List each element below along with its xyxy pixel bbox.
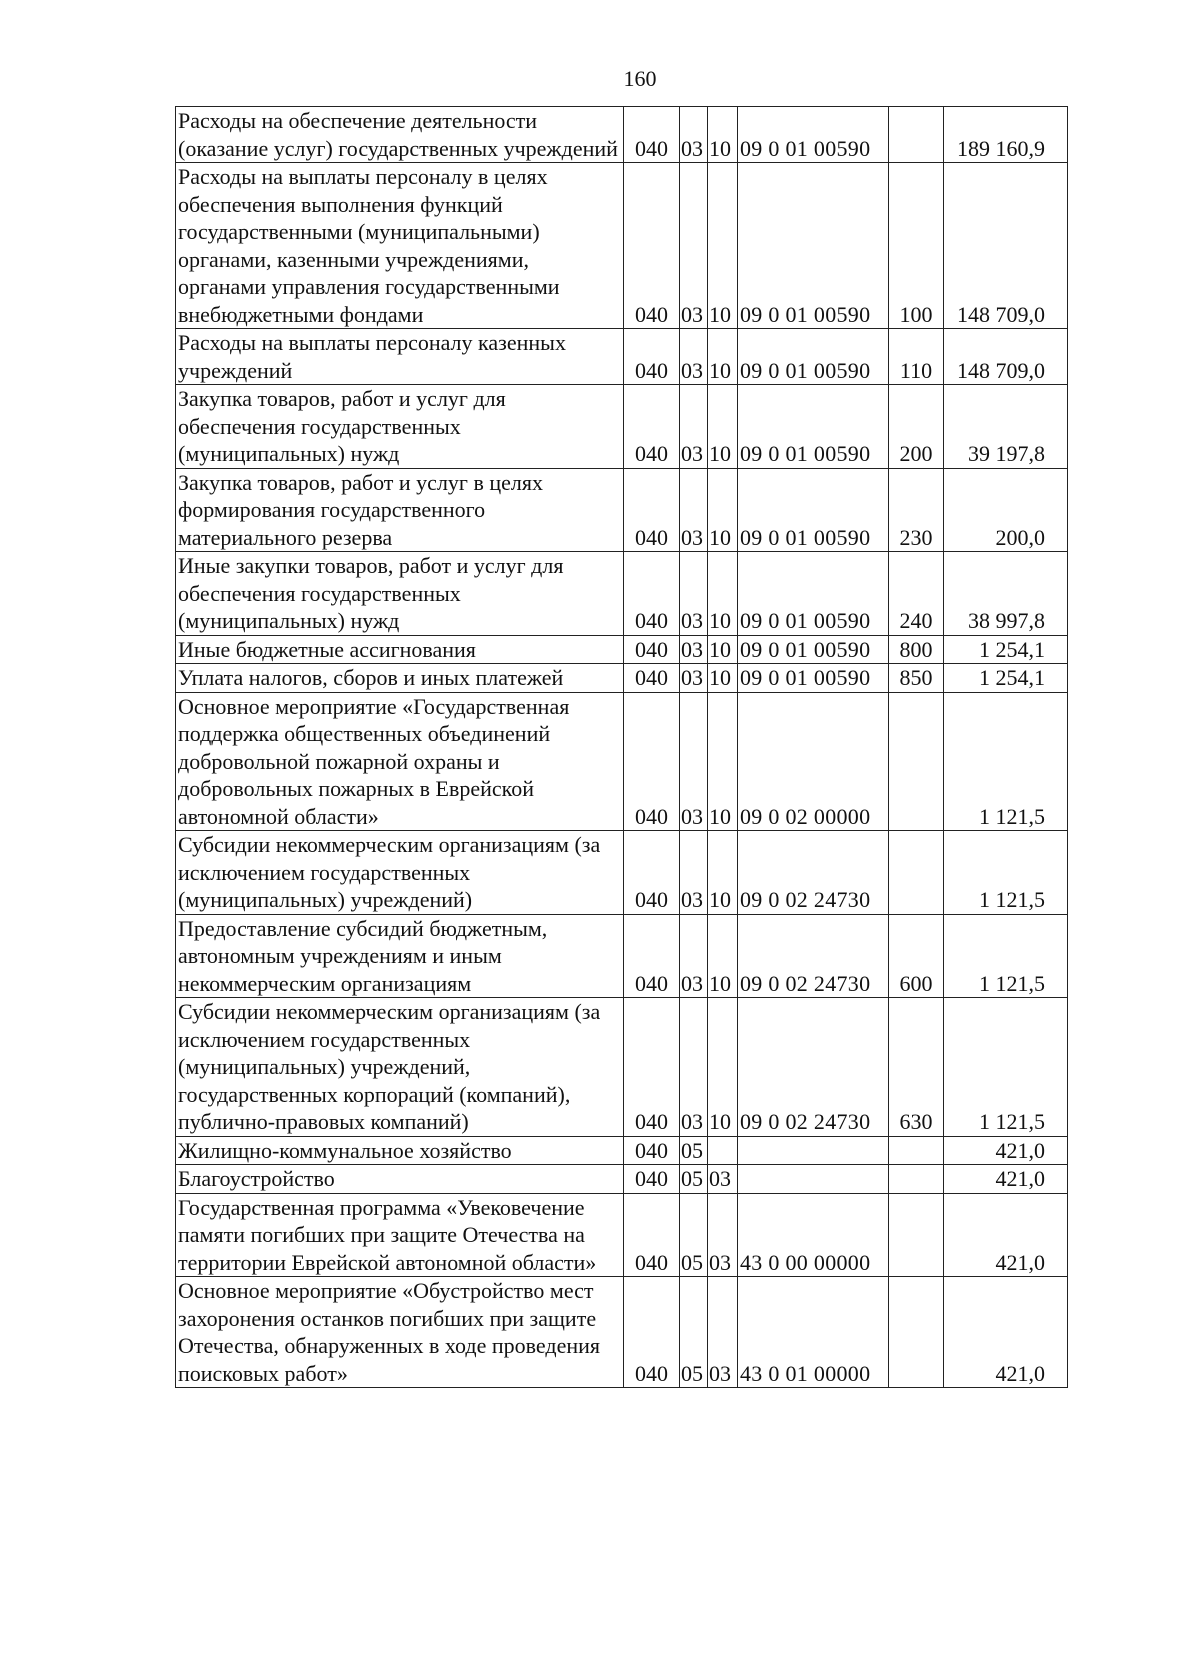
amount: 1 121,5 (944, 914, 1068, 998)
row-name: Закупка товаров, работ и услуг в целях формирования государственного материального резерва (176, 468, 624, 552)
subsection-code: 10 (708, 385, 738, 469)
ministry-code: 040 (624, 163, 680, 329)
ministry-code: 040 (624, 914, 680, 998)
amount: 1 254,1 (944, 635, 1068, 664)
target-article-code: 43 0 01 00000 (738, 1277, 889, 1388)
target-article-code: 09 0 02 24730 (738, 914, 889, 998)
expense-type-code (889, 692, 944, 831)
expense-type-code: 600 (889, 914, 944, 998)
target-article-code: 09 0 01 00590 (738, 329, 889, 385)
target-article-code: 09 0 01 00590 (738, 635, 889, 664)
section-code: 03 (680, 552, 708, 636)
section-code: 05 (680, 1136, 708, 1165)
table-row (176, 1193, 1068, 1277)
section-code: 05 (680, 1277, 708, 1388)
table-row (176, 107, 1068, 163)
amount: 421,0 (944, 1165, 1068, 1194)
amount: 1 121,5 (944, 831, 1068, 915)
target-article-code: 09 0 01 00590 (738, 552, 889, 636)
target-article-code: 09 0 01 00590 (738, 385, 889, 469)
section-code: 03 (680, 635, 708, 664)
table-row (176, 329, 1068, 385)
subsection-code: 10 (708, 107, 738, 163)
table-row (176, 914, 1068, 998)
table-row (176, 468, 1068, 552)
expense-type-code: 240 (889, 552, 944, 636)
amount: 421,0 (944, 1277, 1068, 1388)
expense-type-code: 200 (889, 385, 944, 469)
row-name: Иные бюджетные ассигнования (176, 635, 624, 664)
ministry-code: 040 (624, 468, 680, 552)
row-name: Иные закупки товаров, работ и услуг для обеспечения государственных (муниципальных) нужд (176, 552, 624, 636)
ministry-code: 040 (624, 107, 680, 163)
expense-type-code (889, 1165, 944, 1194)
target-article-code: 09 0 02 24730 (738, 998, 889, 1137)
ministry-code: 040 (624, 1165, 680, 1194)
table-row (176, 664, 1068, 693)
section-code: 03 (680, 998, 708, 1137)
row-name: Субсидии некоммерческим организациям (за исключением государственных (муниципальных) учреждений, государственных корпораций (компаний), публично-правовых компаний) (176, 998, 624, 1137)
amount: 39 197,8 (944, 385, 1068, 469)
subsection-code: 10 (708, 163, 738, 329)
table-row (176, 692, 1068, 831)
section-code: 05 (680, 1193, 708, 1277)
amount: 148 709,0 (944, 163, 1068, 329)
subsection-code: 10 (708, 692, 738, 831)
section-code: 03 (680, 163, 708, 329)
table-row (176, 1165, 1068, 1194)
row-name: Расходы на обеспечение деятельности (оказание услуг) государственных учреждений (176, 107, 624, 163)
expense-type-code (889, 1136, 944, 1165)
section-code: 03 (680, 914, 708, 998)
ministry-code: 040 (624, 385, 680, 469)
subsection-code: 10 (708, 635, 738, 664)
table-row (176, 998, 1068, 1137)
target-article-code: 09 0 02 00000 (738, 692, 889, 831)
ministry-code: 040 (624, 1136, 680, 1165)
target-article-code: 09 0 01 00590 (738, 664, 889, 693)
expense-type-code: 850 (889, 664, 944, 693)
amount: 200,0 (944, 468, 1068, 552)
ministry-code: 040 (624, 664, 680, 693)
ministry-code: 040 (624, 998, 680, 1137)
row-name: Субсидии некоммерческим организациям (за исключением государственных (муниципальных) учреждений) (176, 831, 624, 915)
target-article-code: 09 0 01 00590 (738, 107, 889, 163)
expense-type-code: 800 (889, 635, 944, 664)
subsection-code: 10 (708, 329, 738, 385)
subsection-code (708, 1136, 738, 1165)
target-article-code: 09 0 01 00590 (738, 468, 889, 552)
section-code: 03 (680, 831, 708, 915)
row-name: Основное мероприятие «Государственная поддержка общественных объединений добровольной пожарной охраны и добровольных пожарных в Еврейской автономной области» (176, 692, 624, 831)
subsection-code: 10 (708, 831, 738, 915)
expense-type-code (889, 1193, 944, 1277)
amount: 38 997,8 (944, 552, 1068, 636)
amount: 421,0 (944, 1193, 1068, 1277)
ministry-code: 040 (624, 635, 680, 664)
table-row (176, 385, 1068, 469)
ministry-code: 040 (624, 831, 680, 915)
ministry-code: 040 (624, 1193, 680, 1277)
row-name: Предоставление субсидий бюджетным, автономным учреждениям и иным некоммерческим организациям (176, 914, 624, 998)
table-row (176, 635, 1068, 664)
subsection-code: 10 (708, 468, 738, 552)
subsection-code: 03 (708, 1165, 738, 1194)
expense-type-code: 630 (889, 998, 944, 1137)
table-row (176, 552, 1068, 636)
expense-type-code: 100 (889, 163, 944, 329)
ministry-code: 040 (624, 1277, 680, 1388)
row-name: Жилищно-коммунальное хозяйство (176, 1136, 624, 1165)
page-number: 160 (623, 66, 657, 91)
section-code: 03 (680, 664, 708, 693)
target-article-code: 43 0 00 00000 (738, 1193, 889, 1277)
amount: 1 121,5 (944, 998, 1068, 1137)
expense-type-code: 230 (889, 468, 944, 552)
table-row (176, 163, 1068, 329)
subsection-code: 03 (708, 1277, 738, 1388)
amount: 421,0 (944, 1136, 1068, 1165)
subsection-code: 10 (708, 664, 738, 693)
ministry-code: 040 (624, 329, 680, 385)
expense-type-code: 110 (889, 329, 944, 385)
expense-type-code (889, 831, 944, 915)
target-article-code: 09 0 02 24730 (738, 831, 889, 915)
row-name: Благоустройство (176, 1165, 624, 1194)
expense-type-code (889, 107, 944, 163)
amount: 148 709,0 (944, 329, 1068, 385)
target-article-code (738, 1165, 889, 1194)
section-code: 05 (680, 1165, 708, 1194)
section-code: 03 (680, 107, 708, 163)
row-name: Основное мероприятие «Обустройство мест захоронения останков погибших при защите Отечества, обнаруженных в ходе проведения поисковых работ» (176, 1277, 624, 1388)
section-code: 03 (680, 329, 708, 385)
budget-table (175, 106, 1068, 1388)
target-article-code (738, 1136, 889, 1165)
row-name: Закупка товаров, работ и услуг для обеспечения государственных (муниципальных) нужд (176, 385, 624, 469)
expense-type-code (889, 1277, 944, 1388)
amount: 189 160,9 (944, 107, 1068, 163)
section-code: 03 (680, 385, 708, 469)
ministry-code: 040 (624, 692, 680, 831)
budget-table-body (176, 107, 1068, 1388)
section-code: 03 (680, 468, 708, 552)
amount: 1 121,5 (944, 692, 1068, 831)
subsection-code: 10 (708, 998, 738, 1137)
table-row (176, 1277, 1068, 1388)
section-code: 03 (680, 692, 708, 831)
row-name: Государственная программа «Увековечение памяти погибших при защите Отечества на территории Еврейской автономной области» (176, 1193, 624, 1277)
row-name: Расходы на выплаты персоналу в целях обеспечения выполнения функций государственными (муниципальными) органами, казенными учреждениями, органами управления государственными внебюджетными фондами (176, 163, 624, 329)
target-article-code: 09 0 01 00590 (738, 163, 889, 329)
subsection-code: 10 (708, 552, 738, 636)
table-row (176, 1136, 1068, 1165)
amount: 1 254,1 (944, 664, 1068, 693)
table-row (176, 831, 1068, 915)
subsection-code: 03 (708, 1193, 738, 1277)
row-name: Уплата налогов, сборов и иных платежей (176, 664, 624, 693)
ministry-code: 040 (624, 552, 680, 636)
row-name: Расходы на выплаты персоналу казенных учреждений (176, 329, 624, 385)
subsection-code: 10 (708, 914, 738, 998)
